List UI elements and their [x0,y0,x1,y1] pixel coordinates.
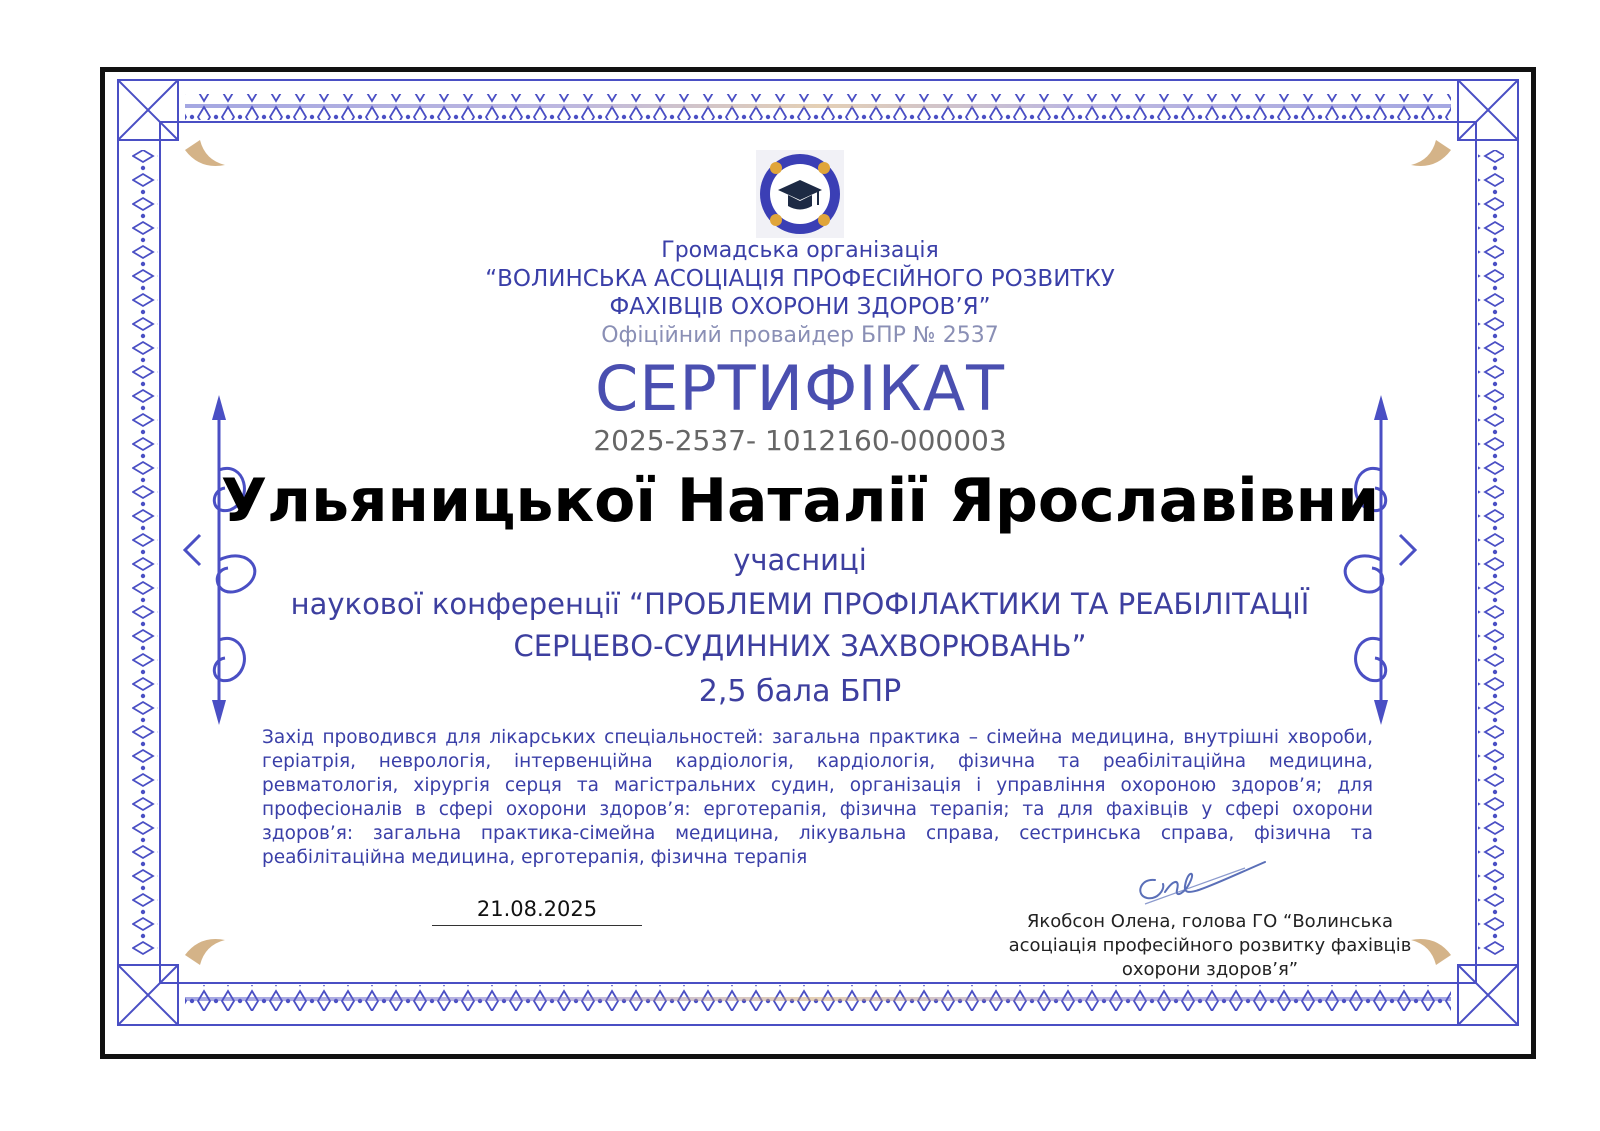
signatory-line2: асоціація професійного розвитку фахівців [1008,935,1412,956]
provider-number: Офіційний провайдер БПР № 2537 [601,323,999,348]
event-title-line1: наукової конференції “ПРОБЛЕМИ ПРОФІЛАКТИКИ ТА РЕАБІЛІТАЦІЇ [290,587,1310,621]
signatory-line1: Якобсон Олена, голова ГО “Волинська [1026,911,1394,932]
event-description: Захід проводився для лікарських спеціальностей: загальна практика – сімейна медицина, внутрішні хвороби, геріатрія, неврологія, інтервенційна кардіологія, кардіологія, фізична та реабілітаційна медицина, ревматологія, хірургія серця та магістральних судин, організація і управління охороною здоров’я; для професіоналів в сфері охорони здоров’я: ерготерапія, фізична терапія; та для фахівців у сфері охорони здоров’я: загальна практика-сімейна медицина, лікувальна справа, сестринська справа, фізична та реабілітаційна медицина, ерготерапія, фізична терапія [262,727,1373,868]
signatory [990,910,1430,982]
organization-type: Громадська організація [661,238,939,263]
cpd-points: 2,5 бала БПР [698,674,902,709]
certificate-title: СЕРТИФІКАТ [594,352,1006,425]
recipient-name: Ульяницької Наталії Ярославівни [220,466,1380,536]
signatory-line3: охорони здоров’я” [1121,959,1299,980]
event-title-line2: СЕРЦЕВО-СУДИННИХ ЗАХВОРЮВАНЬ” [513,629,1087,663]
certificate-number: 2025-2537- 1012160-000003 [593,424,1007,457]
issue-date: 21.08.2025 [476,897,598,921]
organization-name-line2: ФАХІВЦІВ ОХОРОНИ ЗДОРОВ’Я” [609,294,991,320]
signature-icon [1125,850,1275,910]
organization-name-line1: “ВОЛИНСЬКА АСОЦІАЦІЯ ПРОФЕСІЙНОГО РОЗВИТКУ [485,266,1115,292]
participant-role: учасниці [733,543,867,577]
date-underline [432,925,642,926]
graduation-cap-icon [756,150,844,238]
